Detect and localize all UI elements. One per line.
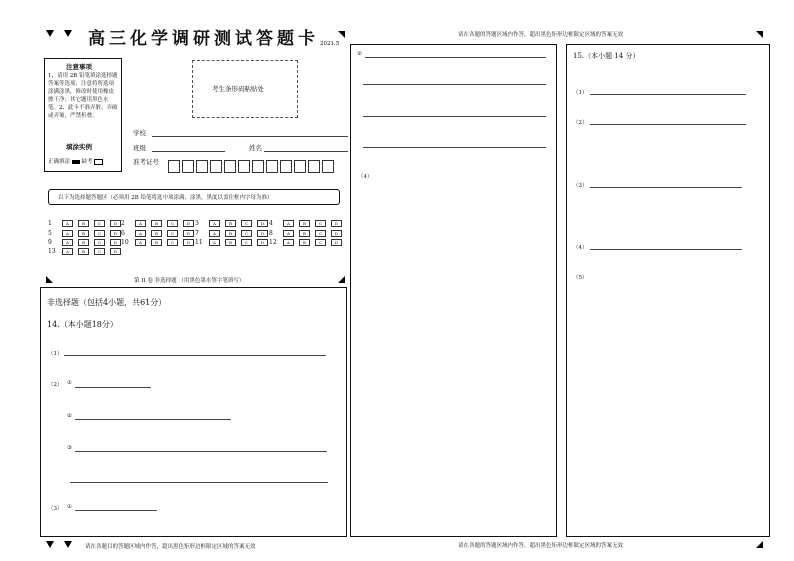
notes-body: 1、请用 2B 铅笔填涂选择题答案等选项；注意将所选项涂满涂黑，修改时使用橡皮擦干净；其它题用黑色水笔。2、此卡不准弄脏、弄破或弄皱，严禁折叠。 [48,73,118,119]
mc-option-bubble[interactable]: A [209,230,220,237]
mc-question [195,239,273,246]
mc-question [195,220,273,227]
mc-option-bubble[interactable]: A [135,220,146,227]
mc-option-bubble[interactable]: B [225,239,236,246]
exam-date: 2021.5 [320,41,340,47]
mc-question-number: 2 [121,220,125,227]
mc-option-bubble[interactable]: B [225,220,236,227]
mc-option-bubble[interactable]: C [241,239,252,246]
mc-option-bubble[interactable]: B [78,239,89,246]
mc-option-bubble[interactable]: D [257,239,268,246]
mc-option-bubble[interactable]: C [167,239,178,246]
absent-box[interactable] [94,159,103,165]
mc-option-bubble[interactable]: D [110,239,121,246]
mc-option-bubble[interactable]: A [135,230,146,237]
barcode-label: 考生条形码粘贴处 [212,85,264,93]
mc-banner-text: 以下为选择题答题区（必须用 2B 铅笔将选中项涂满、涂黑，黑度以盖住框内字母为准） [58,195,273,201]
mc-option-bubble[interactable]: B [225,230,236,237]
middle-line-1[interactable] [365,57,546,58]
q15-part2-line[interactable] [590,124,746,125]
mc-option-bubble[interactable]: B [78,230,89,237]
q14-part3-sub1-line[interactable] [75,510,157,511]
mc-question-number: 10 [121,239,129,246]
mc-option-bubble[interactable]: D [257,220,268,227]
right-answer-panel [566,44,770,537]
mc-option-bubble[interactable]: C [315,230,326,237]
mc-option-bubble[interactable]: D [183,220,194,227]
mc-question-number: 5 [48,230,52,237]
exam-id-label: 准考证号 [133,158,159,166]
mc-option-bubble[interactable]: A [62,239,73,246]
mc-question-number: 7 [195,230,199,237]
q14-label: 14.（本小题18分） [47,320,118,329]
filled-mark [72,160,80,164]
mc-option-bubble[interactable]: D [183,239,194,246]
registration-mark [64,30,72,37]
mc-option-bubble[interactable]: C [241,230,252,237]
mc-question [269,230,347,237]
q14-part1: （1） [48,351,63,357]
q14-part2-sub3-line2[interactable] [70,482,328,483]
registration-mark [46,30,54,37]
absent-label: 缺考 [81,159,93,165]
mc-option-bubble[interactable]: D [183,230,194,237]
mc-option-bubble[interactable]: C [167,230,178,237]
mc-question-number: 12 [269,239,277,246]
registration-mark [756,541,763,548]
mc-question-number: 9 [48,239,52,246]
mc-option-bubble[interactable]: A [209,220,220,227]
mc-option-bubble[interactable]: A [283,230,294,237]
q14-part3-sub1: ① [67,504,72,510]
mc-option-bubble[interactable]: A [62,230,73,237]
mc-question-number: 13 [48,248,56,255]
exam-id-cells[interactable] [168,156,336,175]
footer-note-left: 请在各题目的答题区域内作答，超出黑色矩形边框限定区域的答案无效 [85,544,256,550]
mc-question-number: 3 [195,220,199,227]
q14-part2-sub2-line[interactable] [75,419,231,420]
name-field[interactable] [264,151,348,152]
section2-header: 第 II 卷 非选择题 （用黑色墨水签字笔填写） [134,278,245,284]
mc-option-bubble[interactable]: A [209,239,220,246]
mc-option-bubble[interactable]: C [167,220,178,227]
registration-mark [756,31,763,38]
name-label: 姓名 [249,144,262,152]
mc-option-bubble[interactable]: C [315,220,326,227]
mc-option-bubble[interactable]: A [283,239,294,246]
left-panel-title: 非选择题（包括4小题，共61分） [47,298,167,307]
middle-answer-panel [350,44,557,537]
mc-option-bubble[interactable]: B [299,239,310,246]
fill-example [48,157,103,165]
mc-question-number: 8 [269,230,273,237]
middle-part4: （4） [358,174,373,180]
mc-option-bubble[interactable]: C [94,220,105,227]
mc-option-bubble[interactable]: B [299,220,310,227]
mc-question [121,230,199,237]
mc-question-number: 6 [121,230,125,237]
registration-mark [338,276,345,283]
q14-part2-sub3-line[interactable] [75,451,327,452]
mc-question [48,239,126,246]
footer-note-right: 请在各题的答题区域内作答，超出黑色矩形边框限定区域的答案无效 [458,543,624,549]
mc-question [269,239,347,246]
q14-part1-line[interactable] [64,355,326,356]
middle-line-2[interactable] [363,84,546,85]
registration-mark [338,31,345,38]
mc-question-number: 4 [269,220,273,227]
mc-option-bubble[interactable]: D [331,239,342,246]
q14-part2-sub2: ② [67,413,72,419]
class-label: 班级 [133,144,146,152]
mc-question [121,239,199,246]
q14-part2-sub1-line[interactable] [75,387,151,388]
mc-option-bubble[interactable]: C [315,239,326,246]
mc-option-bubble[interactable]: A [62,248,73,255]
q15-part3-line[interactable] [590,187,742,188]
mc-option-bubble[interactable]: D [110,230,121,237]
q15-part1-line[interactable] [590,94,746,95]
mc-option-bubble[interactable]: C [94,248,105,255]
notes-heading: 注意事项 [66,63,92,71]
mc-option-bubble[interactable]: A [283,220,294,227]
q14-part2: （2） [48,382,63,388]
mc-option-bubble[interactable]: B [151,230,162,237]
q14-part2-sub3: ③ [67,445,72,451]
mc-question [195,230,273,237]
mc-option-bubble[interactable]: B [151,239,162,246]
example-heading: 填涂实例 [66,143,92,151]
mc-option-bubble[interactable]: D [110,248,121,255]
mc-option-bubble[interactable]: B [78,248,89,255]
mc-option-bubble[interactable]: B [151,220,162,227]
school-label: 学校 [133,129,146,137]
q15-label: 15.（本小题 14 分） [573,52,640,60]
mc-option-bubble[interactable]: A [62,220,73,227]
mc-option-bubble[interactable]: A [135,239,146,246]
q15-part4: （4） [573,245,588,251]
school-field[interactable] [152,136,348,137]
mc-option-bubble[interactable]: D [257,230,268,237]
mc-option-bubble[interactable]: C [94,230,105,237]
middle-sub2: ② [357,51,362,57]
mc-option-bubble[interactable]: C [94,239,105,246]
mc-option-bubble[interactable]: D [331,220,342,227]
mc-option-bubble[interactable]: B [78,220,89,227]
mc-question [48,230,126,237]
class-field[interactable] [152,151,225,152]
mc-question-number: 1 [48,220,52,227]
mc-question [121,220,199,227]
q14-part2-sub1: ① [67,380,72,386]
registration-mark [64,541,72,548]
mc-question [269,220,347,227]
mc-option-bubble[interactable]: C [241,220,252,227]
middle-line-4[interactable] [363,147,546,148]
correct-label: 正确填涂 [48,159,71,165]
mc-question [48,248,126,255]
registration-mark [46,541,54,548]
q15-part3: （3） [573,183,588,189]
q15-part5: （5） [573,275,588,281]
middle-line-3[interactable] [363,116,546,117]
mc-option-bubble[interactable]: B [299,230,310,237]
mc-question [48,220,126,227]
page-title: 高三化学调研测试答题卡 [88,29,319,49]
mc-option-bubble[interactable]: D [110,220,121,227]
q15-part4-line[interactable] [590,249,742,250]
q15-part1: （1） [573,90,588,96]
mc-question-number: 11 [195,239,203,246]
registration-mark [46,276,53,283]
q15-part2: （2） [573,120,588,126]
q14-part3: （3） [48,506,63,512]
mc-option-bubble[interactable]: D [331,230,342,237]
header-note-right: 请在各题的答题区域内作答，超出黑色矩形边框限定区域的答案无效 [458,32,624,38]
